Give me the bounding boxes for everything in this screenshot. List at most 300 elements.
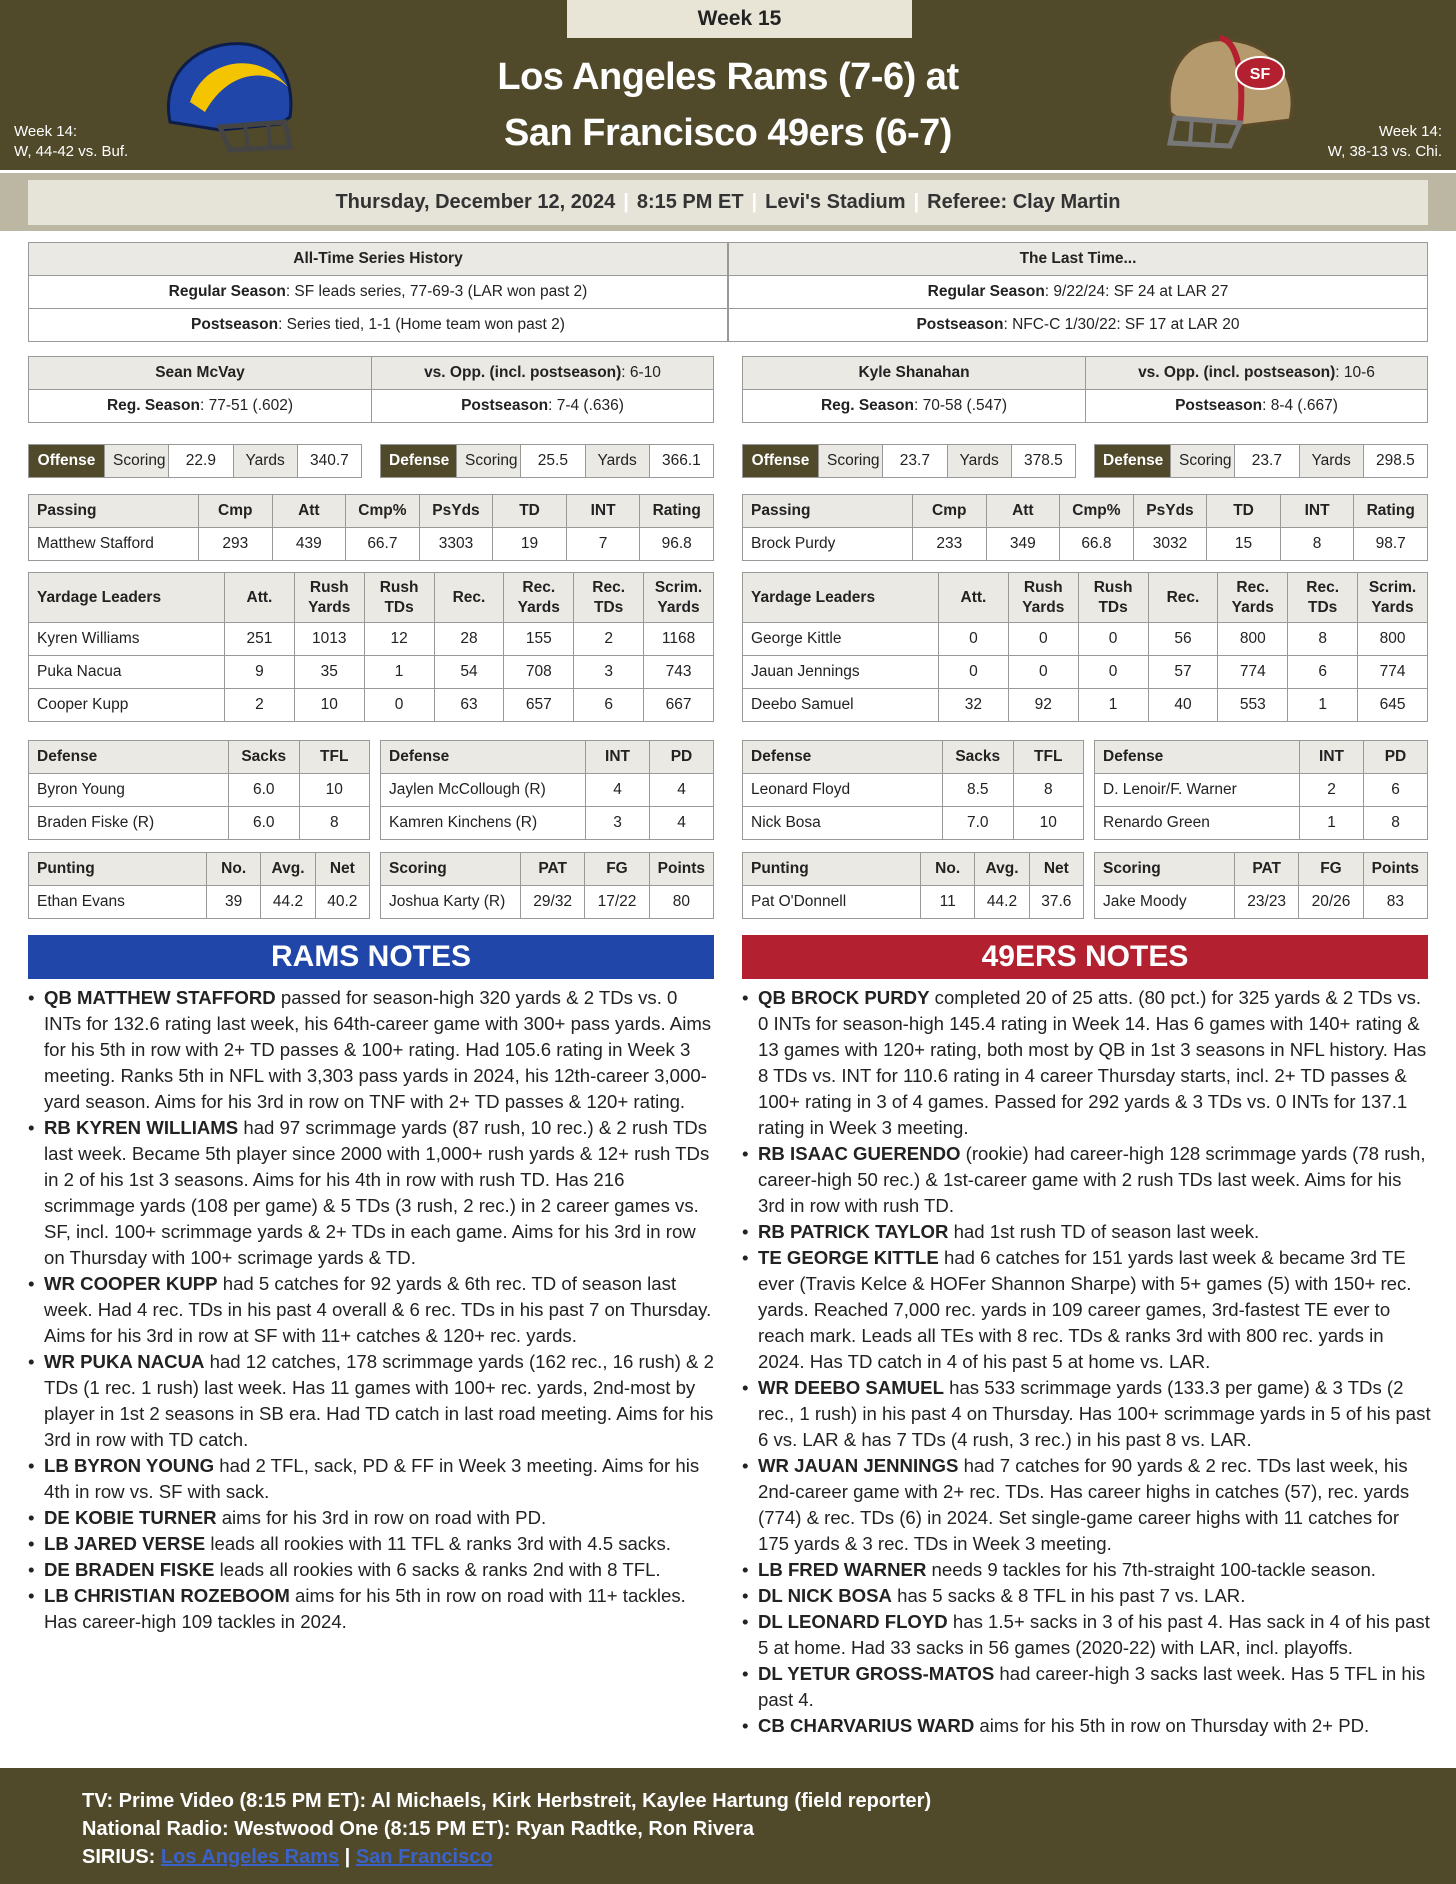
sacks-cell: 8 [1013,774,1084,807]
note-item [742,1661,1432,1713]
rams-offense-table [28,444,362,478]
yardage-cell: Puka Nacua [29,656,225,689]
niners-coach-table [742,356,1428,423]
passing-cell: 98.7 [1354,528,1428,561]
yardage-cell: 774 [1218,656,1288,689]
yardage-header-rec_yards: Rec. Yards [504,573,574,623]
yardage-cell: 2 [574,623,644,656]
note-text: completed 20 of 25 atts. (80 pct.) for 325 yards & 2 TDs vs. 0 INTs for season-high 145.4 rating in Week 14. Has 6 games with 140+ rating & 13 games with 120+ rating, both most by QB in 1st 3 seasons in NFL history. Has 8 TDs vs. INT for 110.6 rating in 4 career Thursday starts, incl. 2+ TD passes & 100+ rating in 3 of 4 games. Passed for 292 yards & 3 TDs vs. 0 INTs for 137.1 rating in Week 3 meeting. [758,987,1427,1138]
note-item [742,1557,1432,1583]
game-date: Thursday, December 12, 2024 [335,191,616,213]
note-text: aims for his 3rd in row on road with PD. [216,1507,547,1528]
coach-post-record: Postseason: 8-4 (.667) [1086,390,1428,423]
yardage-cell: 10 [294,689,364,722]
sirius-niners-link[interactable]: San Francisco [355,1846,493,1868]
note-text: has 5 sacks & 8 TFL in his past 7 vs. LAR. [891,1585,1246,1606]
ints-cell: 6 [1364,774,1428,807]
yardage-cell: Kyren Williams [29,623,225,656]
ints-cell: 1 [1300,807,1364,840]
ints-header-defense: Defense [381,741,586,774]
niners-prev-label: Week 14: [1378,123,1442,140]
yardage-header-rush_tds: Rush TDs [1078,573,1148,623]
yardage-cell: 6 [1288,656,1358,689]
rams-punting-table [28,852,370,919]
yardage-header-scrim_yards: Scrim. Yards [1358,573,1428,623]
yards-label: Yards [947,445,1011,478]
note-player: LB BYRON YOUNG [44,1455,215,1476]
scoring-value: 23.7 [1235,445,1299,478]
niners-defense-table [1094,444,1428,478]
sacks-header-defense: Defense [29,741,229,774]
passing-cell: 19 [493,528,567,561]
sacks-cell: Leonard Floyd [743,774,943,807]
ints-cell: Renardo Green [1095,807,1300,840]
scoring-label: Scoring [819,445,883,478]
rams-prev-label: Week 14: [14,123,78,140]
passing-cell: 3303 [419,528,493,561]
last-time-title: The Last Time... [729,243,1428,276]
ints-header-pd: PD [650,741,714,774]
yardage-cell: George Kittle [743,623,939,656]
rams-prev-result: W, 44-42 vs. Buf. [14,143,129,160]
note-item [28,1583,718,1635]
passing-cell: 439 [272,528,346,561]
rams-notes-header: RAMS NOTES [28,935,714,979]
yardage-header-rec_yards: Rec. Yards [1218,573,1288,623]
passing-cell: 8 [1280,528,1354,561]
note-player: LB JARED VERSE [44,1533,206,1554]
ints-cell: D. Lenoir/F. Warner [1095,774,1300,807]
note-item [28,1453,718,1505]
yardage-cell: 553 [1218,689,1288,722]
kicking-cell: 20/26 [1299,886,1363,919]
game-time: 8:15 PM ET [636,191,744,213]
yardage-cell: 8 [1288,623,1358,656]
note-player: DE KOBIE TURNER [44,1507,217,1528]
passing-cell: 3032 [1133,528,1207,561]
yardage-cell: 0 [1078,623,1148,656]
note-player: RB PATRICK TAYLOR [758,1221,949,1242]
ints-cell: 4 [650,774,714,807]
yardage-row [743,689,1428,722]
niners-yardage-table [742,572,1428,722]
passing-header-att: Att [272,495,346,528]
yardage-row [743,623,1428,656]
title-line-2: San Francisco 49ers (6-7) [504,112,952,154]
yardage-cell: 1 [1078,689,1148,722]
note-text: needs 9 tackles for his 7th-straight 100-tackle season. [926,1559,1376,1580]
ints-cell: 4 [650,807,714,840]
yardage-cell: 35 [294,656,364,689]
scoring-value: 22.9 [169,445,233,478]
note-item [742,1219,1432,1245]
yardage-cell: Deebo Samuel [743,689,939,722]
sirius-info [82,1846,493,1869]
passing-header-cmp_pct: Cmp% [346,495,420,528]
niners-passing-table [742,494,1428,561]
passing-header-passing: Passing [29,495,199,528]
yardage-cell: 92 [1008,689,1078,722]
sacks-cell: 6.0 [229,774,300,807]
note-text: has 533 scrimmage yards (133.3 per game) & 3 TDs (2 rec., 1 rush) in his past 4 on Thursday. Has 100+ scrimmage yards in 5 of his past 6 vs. LAR & has 7 TDs (4 rush, 3 rec.) in his past 8 vs. LAR. [758,1377,1431,1450]
kicking-header-points: Points [1363,853,1427,886]
note-player: RB KYREN WILLIAMS [44,1117,239,1138]
note-text: had 5 catches for 92 yards & 6th rec. TD of season last week. Had 4 rec. TDs in his past 4 overall & 6 rec. TDs in his past 7 on Thursday. Aims for his 3rd in row at SF with 11+ catches & 120+ rec. yards. [44,1273,712,1346]
ints-row [381,774,714,807]
sacks-header-sacks: Sacks [943,741,1014,774]
note-player: DE BRADEN FISKE [44,1559,215,1580]
note-player: LB FRED WARNER [758,1559,927,1580]
yardage-cell: 54 [434,656,504,689]
kicking-header-pat: PAT [521,853,585,886]
scoring-label: Scoring [457,445,521,478]
ints-cell: 8 [1364,807,1428,840]
punting-row [29,886,370,919]
ints-cell: 3 [586,807,650,840]
sacks-cell: 6.0 [229,807,300,840]
yardage-cell: 28 [434,623,504,656]
note-item [742,985,1432,1141]
note-player: WR COOPER KUPP [44,1273,218,1294]
passing-cell: Brock Purdy [743,528,913,561]
yardage-row [29,656,714,689]
yardage-cell: 1013 [294,623,364,656]
rams-prev-game [14,122,128,162]
sacks-row [743,774,1084,807]
yardage-header-rec_tds: Rec. TDs [1288,573,1358,623]
passing-cell: 15 [1207,528,1281,561]
yardage-cell: 0 [939,623,1009,656]
note-text: had 97 scrimmage yards (87 rush, 10 rec.) & 2 rush TDs last week. Became 5th player since 2000 with 1,000+ rush yards & 12+ rush TDs in 2 of his 1st 3 seasons. Aims for his 4th in row with rush TD. Has 216 scrimmage yards (108 per game) & 5 TDs (3 rush, 2 rec.) in 2 career games vs. SF, incl. 100+ scrimmage yards & 2+ TDs in each game. Aims for his 3rd in row on Thursday with 100+ scrimage yards & TD. [44,1117,710,1268]
punting-header-avg: Avg. [975,853,1029,886]
yardage-cell: 743 [644,656,714,689]
coach-post-record: Postseason: 7-4 (.636) [372,390,714,423]
game-venue: Levi's Stadium [765,191,906,213]
yards-value: 298.5 [1363,445,1427,478]
yardage-cell: 657 [504,689,574,722]
ints-cell: 4 [586,774,650,807]
niners-punting-table [742,852,1084,919]
yardage-header-rush_yards: Rush Yards [294,573,364,623]
passing-header-cmp: Cmp [199,495,273,528]
svg-text:SF: SF [1249,66,1271,83]
offense-label: Offense [29,445,105,478]
note-item [28,1271,718,1349]
yards-value: 340.7 [297,445,361,478]
rams-sacks-table [28,740,370,840]
punting-cell: 40.2 [315,886,369,919]
ints-cell: Jaylen McCollough (R) [381,774,586,807]
passing-cell: 66.8 [1060,528,1134,561]
note-player: RB ISAAC GUERENDO [758,1143,961,1164]
note-item [742,1375,1432,1453]
yardage-header-yardage_leaders: Yardage Leaders [29,573,225,623]
yardage-cell: 0 [1008,656,1078,689]
kicking-row [381,886,714,919]
punting-cell: 44.2 [975,886,1029,919]
offense-label: Offense [743,445,819,478]
yardage-cell: 667 [644,689,714,722]
rams-defense-table [380,444,714,478]
yardage-cell: 57 [1148,656,1218,689]
note-player: WR DEEBO SAMUEL [758,1377,944,1398]
kicking-cell: 29/32 [521,886,585,919]
series-title: All-Time Series History [29,243,728,276]
note-item [28,1557,718,1583]
kicking-header-fg: FG [1299,853,1363,886]
last-time-table [728,242,1428,342]
passing-header-td: TD [493,495,567,528]
ints-cell: 2 [1300,774,1364,807]
note-item [742,1609,1432,1661]
ints-header-int: INT [586,741,650,774]
niners-prev-game [1328,122,1442,162]
sacks-row [29,774,370,807]
passing-header-cmp: Cmp [913,495,987,528]
sacks-cell: 8.5 [943,774,1014,807]
niners-kicking-table [1094,852,1428,919]
passing-header-psyds: PsYds [1133,495,1207,528]
kicking-header-fg: FG [585,853,649,886]
game-info-bar: Thursday, December 12, 2024 | 8:15 PM ET | Levi's Stadium | Referee: Clay Martin [28,180,1428,225]
yardage-row [29,623,714,656]
sacks-header-defense: Defense [743,741,943,774]
sacks-cell: Nick Bosa [743,807,943,840]
yardage-row [743,656,1428,689]
yardage-cell: 0 [364,689,434,722]
kicking-cell: 17/22 [585,886,649,919]
sacks-header-tfl: TFL [1013,741,1084,774]
yardage-cell: 6 [574,689,644,722]
note-item [28,1505,718,1531]
passing-header-psyds: PsYds [419,495,493,528]
rams-yardage-table [28,572,714,722]
yardage-cell: 774 [1358,656,1428,689]
note-player: DL NICK BOSA [758,1585,892,1606]
scoring-value: 25.5 [521,445,585,478]
ints-row [381,807,714,840]
kicking-header-scoring: Scoring [1095,853,1235,886]
passing-cell: 233 [913,528,987,561]
note-item [28,1531,718,1557]
yardage-cell: 32 [939,689,1009,722]
note-text: passed for season-high 320 yards & 2 TDs vs. 0 INTs for 132.6 rating last week, his 64th-career game with 300+ pass yards. Aims for his 5th in row with 2+ TD passes & 100+ rating. Had 105.6 rating in Week 3 meeting. Ranks 5th in NFL with 3,303 pass yards in 2024, his 12th-career 3,000-yard season. Aims for his 3rd in row on TNF with 2+ TD passes & 120+ rating. [44,987,712,1112]
niners-ints-table [1094,740,1428,840]
sacks-cell: Byron Young [29,774,229,807]
ints-header-pd: PD [1364,741,1428,774]
yardage-header-rec: Rec. [1148,573,1218,623]
punting-header-punting: Punting [743,853,921,886]
note-item [742,1583,1432,1609]
note-player: WR JAUAN JENNINGS [758,1455,959,1476]
note-text: aims for his 5th in row on road with 11+ tackles. Has career-high 109 tackles in 2024. [44,1585,686,1632]
rams-helmet-icon [150,32,300,157]
punting-header-punting: Punting [29,853,207,886]
yardage-cell: 63 [434,689,504,722]
yardage-cell: Cooper Kupp [29,689,225,722]
yardage-cell: 1168 [644,623,714,656]
note-text: (rookie) had career-high 128 scrimmage yards (78 rush, career-high 50 rec.) & 1st-career game with 2 rush TDs last week. Aims for his 3rd in row with rush TD. [758,1143,1426,1216]
yardage-cell: 9 [225,656,295,689]
week-label: Week 15 [567,0,912,38]
sirius-separator: | [339,1846,356,1868]
passing-row [29,528,714,561]
yardage-cell: 12 [364,623,434,656]
kicking-row [1095,886,1428,919]
punting-cell: 39 [207,886,261,919]
game-referee: Referee: Clay Martin [927,191,1121,213]
sacks-cell: 10 [1013,807,1084,840]
kicking-cell: 83 [1363,886,1427,919]
note-text: had 6 catches for 151 yards last week & became 3rd TE ever (Travis Kelce & HOFer Shannon Sharpe) with 5+ games (5) with 150+ rec. yards. Reached 7,000 rec. yards in 109 career games, 3rd-fastest TE ever to reach mark. Leads all TEs with 8 rec. TDs & ranks 3rd with 800 rec. yards in 2024. Has TD catch in 4 of his past 5 at home vs. LAR. [758,1247,1412,1372]
kicking-cell: 23/23 [1235,886,1299,919]
niners-notes-header: 49ERS NOTES [742,935,1428,979]
sacks-cell: 7.0 [943,807,1014,840]
kicking-header-points: Points [649,853,713,886]
punting-header-no: No. [207,853,261,886]
passing-cell: 7 [566,528,640,561]
niners-helmet-icon [1160,28,1310,153]
yardage-cell: 2 [225,689,295,722]
punting-cell: Ethan Evans [29,886,207,919]
yardage-cell: 40 [1148,689,1218,722]
yardage-cell: 0 [1078,656,1148,689]
last-time-post: Postseason: NFC-C 1/30/22: SF 17 at LAR 20 [729,309,1428,342]
yardage-row [29,689,714,722]
series-history-table [28,242,728,342]
passing-header-td: TD [1207,495,1281,528]
sacks-header-tfl: TFL [299,741,370,774]
note-player: CB CHARVARIUS WARD [758,1715,975,1736]
yardage-cell: 56 [1148,623,1218,656]
kicking-cell: Jake Moody [1095,886,1235,919]
yards-value: 366.1 [649,445,713,478]
yardage-header-att_dot: Att. [225,573,295,623]
yardage-cell: 1 [1288,689,1358,722]
ints-cell: Kamren Kinchens (R) [381,807,586,840]
title-line-1: Los Angeles Rams (7-6) at [497,56,959,98]
rams-notes-list [28,985,718,1635]
kicking-cell: 80 [649,886,713,919]
passing-header-int: INT [566,495,640,528]
kicking-cell: Joshua Karty (R) [381,886,521,919]
passing-cell: Matthew Stafford [29,528,199,561]
yardage-cell: 251 [225,623,295,656]
punting-header-net: Net [315,853,369,886]
note-text: aims for his 5th in row on Thursday with 2+ PD. [974,1715,1370,1736]
yards-value: 378.5 [1011,445,1075,478]
yards-label: Yards [233,445,297,478]
passing-cell: 349 [986,528,1060,561]
sirius-rams-link[interactable]: Los Angeles Rams [160,1846,340,1868]
passing-header-passing: Passing [743,495,913,528]
note-text: had 12 catches, 178 scrimmage yards (162 rec., 16 rush) & 2 TDs (1 rec. 1 rush) last week. Has 11 games with 100+ rec. yards, 2nd-most by player in 1st 2 seasons in SB era. Had TD catch in last road meeting. Aims for his 3rd in row with TD catch. [44,1351,714,1450]
note-player: WR PUKA NACUA [44,1351,205,1372]
punting-row [743,886,1084,919]
passing-header-att: Att [986,495,1060,528]
passing-header-cmp_pct: Cmp% [1060,495,1134,528]
punting-cell: 37.6 [1029,886,1083,919]
series-post: Postseason: Series tied, 1-1 (Home team won past 2) [29,309,728,342]
passing-cell: 293 [199,528,273,561]
niners-notes-list [742,985,1432,1739]
punting-cell: 44.2 [261,886,315,919]
punting-header-no: No. [921,853,975,886]
yardage-header-rec_tds: Rec. TDs [574,573,644,623]
last-time-regular: Regular Season: 9/22/24: SF 24 at LAR 27 [729,276,1428,309]
ints-header-defense: Defense [1095,741,1300,774]
coach-reg-record: Reg. Season: 70-58 (.547) [743,390,1086,423]
coach-reg-record: Reg. Season: 77-51 (.602) [29,390,372,423]
yards-label: Yards [585,445,649,478]
yardage-cell: 0 [1008,623,1078,656]
rams-passing-table [28,494,714,561]
note-text: leads all rookies with 6 sacks & ranks 2nd with 8 TFL. [214,1559,661,1580]
punting-header-avg: Avg. [261,853,315,886]
passing-header-rating: Rating [1354,495,1428,528]
niners-offense-table [742,444,1076,478]
yardage-header-scrim_yards: Scrim. Yards [644,573,714,623]
defense-label: Defense [1095,445,1171,478]
note-item [742,1141,1432,1219]
ints-header-int: INT [1300,741,1364,774]
punting-cell: 11 [921,886,975,919]
scoring-label: Scoring [1171,445,1235,478]
coach-opp-record: vs. Opp. (incl. postseason): 10-6 [1086,357,1428,390]
sacks-cell: Braden Fiske (R) [29,807,229,840]
note-player: TE GEORGE KITTLE [758,1247,939,1268]
passing-cell: 66.7 [346,528,420,561]
kicking-header-scoring: Scoring [381,853,521,886]
rams-ints-table [380,740,714,840]
yardage-cell: 708 [504,656,574,689]
yardage-header-att_dot: Att. [939,573,1009,623]
yardage-header-rush_tds: Rush TDs [364,573,434,623]
note-item [28,1115,718,1271]
passing-row [743,528,1428,561]
note-player: QB MATTHEW STAFFORD [44,987,276,1008]
defense-label: Defense [381,445,457,478]
tv-info: TV: Prime Video (8:15 PM ET): Al Michaels, Kirk Herbstreit, Kaylee Hartung (field reporter) [82,1790,932,1812]
yardage-cell: 155 [504,623,574,656]
kicking-header-pat: PAT [1235,853,1299,886]
scoring-value: 23.7 [883,445,947,478]
coach-opp-record: vs. Opp. (incl. postseason): 6-10 [372,357,714,390]
niners-sacks-table [742,740,1084,840]
yardage-cell: 1 [364,656,434,689]
note-text: has 1.5+ sacks in 3 of his past 4. Has sack in 4 of his past 5 at home. Had 33 sacks in 56 games (2020-22) with LAR, incl. playoffs. [758,1611,1430,1658]
yardage-cell: Jauan Jennings [743,656,939,689]
yardage-cell: 800 [1218,623,1288,656]
note-text: had 7 catches for 90 yards & 2 rec. TDs last week, his 2nd-career game with 2+ rec. TDs. Has career highs in catches (57), rec. yards (774) & rec. TDs (6) in 2024. Set single-game career highs with 11 catches for 175 yards & 3 rec. TDs in Week 3 meeting. [758,1455,1410,1554]
note-item [742,1453,1432,1557]
series-regular: Regular Season: SF leads series, 77-69-3 (LAR won past 2) [29,276,728,309]
note-text: had 1st rush TD of season last week. [948,1221,1260,1242]
sacks-row [29,807,370,840]
note-item [742,1713,1432,1739]
passing-header-rating: Rating [640,495,714,528]
note-player: DL YETUR GROSS-MATOS [758,1663,995,1684]
note-item [742,1245,1432,1375]
note-text: leads all rookies with 11 TFL & ranks 3rd with 4.5 sacks. [205,1533,671,1554]
punting-header-net: Net [1029,853,1083,886]
note-text: had 2 TFL, sack, PD & FF in Week 3 meeting. Aims for his 4th in row vs. SF with sack. [44,1455,700,1502]
note-item [28,985,718,1115]
punting-cell: Pat O'Donnell [743,886,921,919]
sacks-cell: 10 [299,774,370,807]
yardage-header-yardage_leaders: Yardage Leaders [743,573,939,623]
coach-name: Kyle Shanahan [743,357,1086,390]
